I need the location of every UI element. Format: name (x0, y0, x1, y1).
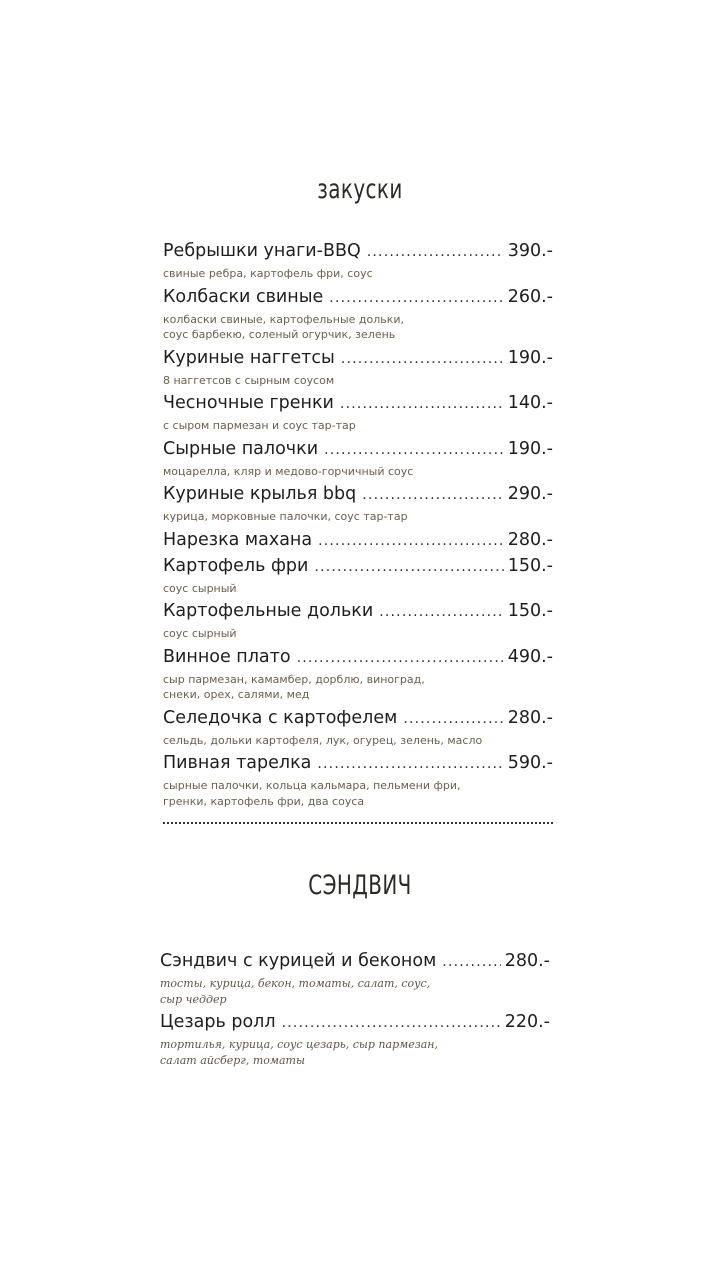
dotted-divider (163, 822, 553, 824)
menu-item-line (163, 600, 553, 624)
menu-item-line (160, 950, 550, 974)
menu-item-line (163, 707, 553, 731)
menu-item-price: 150.- (507, 601, 553, 621)
menu-item-price: 220.- (504, 1012, 550, 1032)
menu-item-description: с сыром пармезан и соус тар-тар (163, 419, 356, 432)
dot-leader (379, 601, 503, 624)
dot-leader (329, 287, 503, 310)
menu-item-description: курица, морковные палочки, соус тар-тар (163, 510, 408, 523)
menu-item (163, 707, 553, 749)
menu-item (163, 392, 553, 434)
menu-item-name: Картофель фри (163, 555, 309, 576)
menu-item-price: 490.- (507, 646, 553, 667)
menu-item-name: Цезарь ролл (160, 1012, 276, 1032)
menu-item-price: 590.- (507, 753, 553, 773)
menu-item-description: сыр пармезан, камамбер, дорблю, виноград, снеки, орех, салями, мед (163, 672, 425, 701)
menu-item-line (163, 646, 553, 670)
menu-item-name: Ребрышки унаги-BBQ (163, 241, 361, 261)
dot-leader (297, 647, 504, 670)
menu-item-description: тосты, курица, бекон, томаты, салат, соус, сыр чеддер (160, 977, 431, 1006)
menu-list-zakuski (163, 240, 553, 813)
dot-leader (324, 439, 504, 462)
menu-item-description: 8 наггетсов с сырным соусом (163, 373, 335, 387)
menu-item-name: Куриные наггетсы (163, 347, 335, 368)
menu-item (163, 646, 553, 703)
dot-leader (403, 708, 503, 731)
menu-item-description: колбаски свиные, картофельные дольки, соус барбекю, соленый огурчик, зелень (163, 312, 405, 341)
menu-item (163, 438, 553, 480)
menu-item-line (163, 529, 553, 553)
menu-item-name: Картофельные дольки (163, 601, 374, 621)
menu-item (163, 483, 553, 525)
menu-item-line (163, 286, 553, 310)
menu-item-description: сельдь, дольки картофеля, лук, огурец, зелень, масло (163, 733, 483, 747)
menu-item-price: 390.- (507, 241, 553, 261)
dot-leader (442, 951, 500, 974)
menu-item-name: Куриные крылья bbq (163, 484, 357, 504)
dot-leader (317, 753, 503, 776)
menu-item-price: 280.- (507, 529, 553, 550)
menu-item (163, 347, 553, 389)
menu-item-name: Селедочка с картофелем (163, 707, 398, 728)
menu-item-line (163, 752, 553, 776)
menu-item-name: Чесночные гренки (163, 393, 334, 413)
dot-leader (341, 348, 504, 371)
menu-item-price: 290.- (507, 484, 553, 504)
menu-item-price: 280.- (504, 951, 550, 971)
dot-leader (318, 530, 504, 553)
menu-item-description: моцарелла, кляр и медово-горчичный соус (163, 464, 414, 478)
menu-item (163, 529, 553, 553)
menu-item-line (163, 392, 553, 416)
menu-item-name: Пивная тарелка (163, 753, 312, 773)
menu-item-name: Колбаски свиные (163, 286, 324, 307)
menu-item-description: соус сырный (163, 627, 237, 640)
menu-item (160, 950, 550, 1007)
menu-item-description: свиные ребра, картофель фри, соус (163, 267, 373, 280)
menu-item-price: 280.- (507, 707, 553, 728)
menu-item-description: сырные палочки, кольца кальмара, пельмени фри, гренки, картофель фри, два соуса (163, 779, 461, 808)
menu-item (163, 286, 553, 343)
menu-item-price: 150.- (507, 555, 553, 576)
menu-item (163, 600, 553, 642)
menu-item-line (163, 438, 553, 462)
menu-item (163, 752, 553, 809)
menu-list-sandwich (160, 950, 550, 1072)
section-title-zakuski: закуски (317, 174, 403, 205)
dot-leader (362, 484, 503, 507)
dot-leader (367, 241, 504, 264)
menu-item-name: Сырные палочки (163, 438, 319, 459)
dot-leader (340, 393, 504, 416)
menu-item (163, 240, 553, 282)
menu-item (160, 1011, 550, 1068)
menu-item-name: Винное плато (163, 646, 291, 667)
dot-leader (314, 556, 503, 579)
menu-item-description: тортилья, курица, соус цезарь, сыр пармезан, салат айсберг, томаты (160, 1038, 439, 1067)
menu-item-name: Нарезка махана (163, 529, 313, 550)
menu-item-line (163, 483, 553, 507)
menu-item-description: соус сырный (163, 581, 237, 595)
menu-item-name: Сэндвич с курицей и беконом (160, 951, 437, 971)
menu-item-line (163, 555, 553, 579)
menu-item-line (163, 347, 553, 371)
menu-item-line (160, 1011, 550, 1035)
menu-item-price: 190.- (507, 347, 553, 368)
menu-item-price: 140.- (507, 393, 553, 413)
section-title-sandwich: СЭНДВИЧ (308, 870, 412, 901)
menu-item (163, 555, 553, 597)
menu-item-price: 190.- (507, 438, 553, 459)
menu-item-price: 260.- (507, 286, 553, 307)
menu-item-line (163, 240, 553, 264)
dot-leader (282, 1012, 501, 1035)
